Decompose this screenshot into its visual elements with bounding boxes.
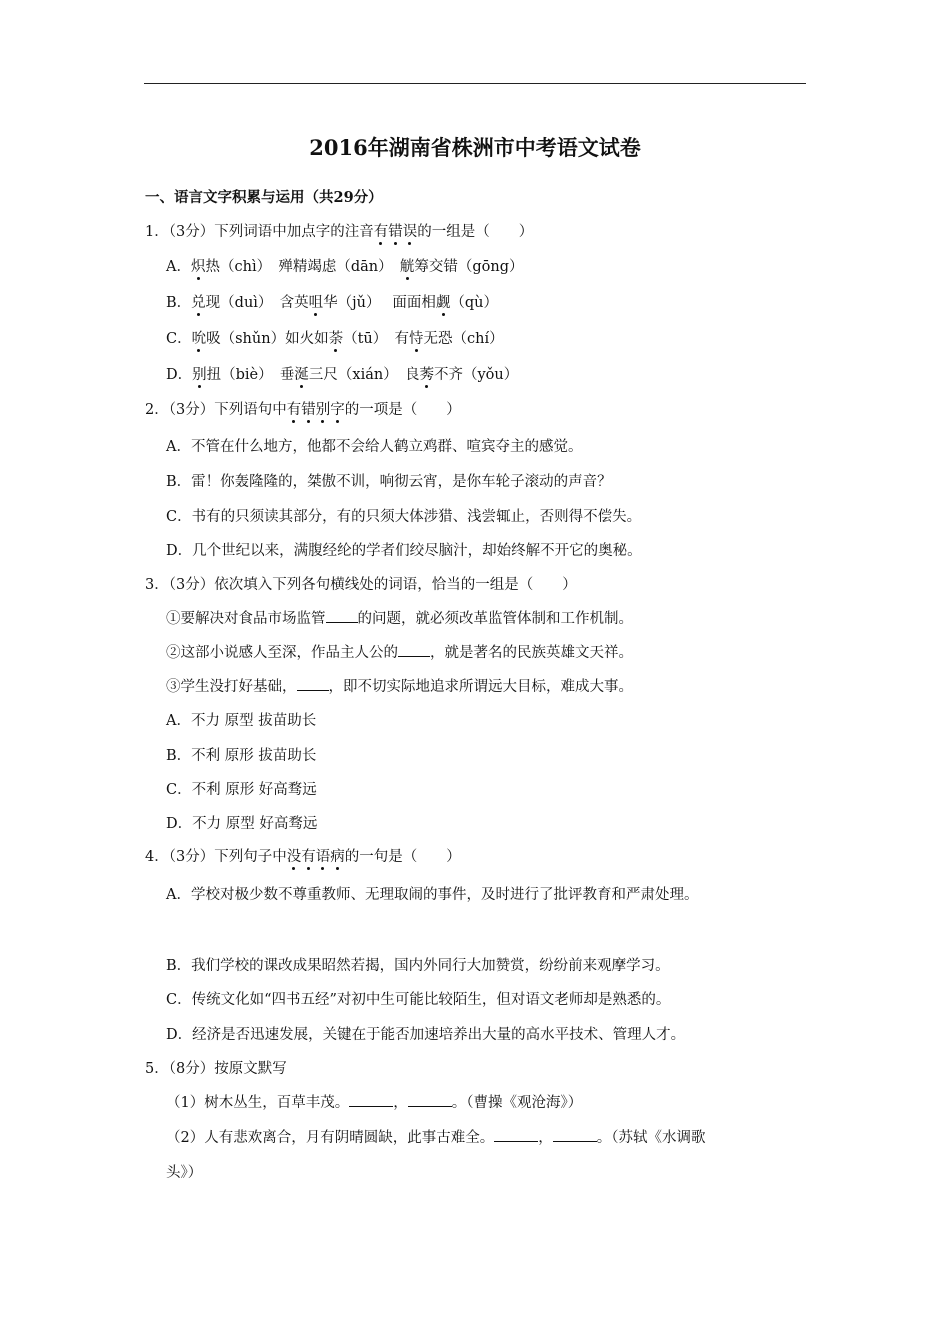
blank	[297, 676, 329, 691]
blank	[553, 1127, 597, 1142]
header-rule	[144, 83, 806, 84]
blank	[398, 642, 430, 657]
page-title: 2016年湖南省株洲市中考语文试卷	[309, 135, 641, 160]
q4-option-d: D．经济是否迅速发展，关键在于能否加速培养出大量的高水平技术、管理人才。	[166, 1027, 686, 1043]
q1-option-a: A．炽热（chì） 殚精竭虑（dān） 觥筹交错（gōng）	[166, 259, 524, 275]
question-5: 5．（8分）按原文默写	[145, 1061, 287, 1077]
section-heading: 一、语言文字积累与运用（共29分）	[145, 189, 383, 206]
q5-line-1: （1）树木丛生，百草丰茂。 ， 。（曹操《观沧海》）	[166, 1092, 582, 1114]
q3-option-a: A．不力 原型 拔苗助长	[166, 713, 317, 729]
question-3: 3．（3分）依次填入下列各句横线处的词语，恰当的一组是（ ）	[145, 577, 577, 593]
question-2: 2．（3分）下列语句中有错别字的一项是（ ）	[145, 402, 461, 418]
blank	[349, 1092, 393, 1107]
q4-option-c: C．传统文化如“四书五经”对初中生可能比较陌生，但对语文老师却是熟悉的。	[166, 992, 671, 1008]
q3-option-d: D．不力 原型 好高骛远	[166, 816, 318, 832]
q3-sentence-1: ①要解决对食品市场监管 的问题，就必须改革监管体制和工作机制。	[166, 608, 633, 630]
q4-option-a: A．学校对极少数不尊重教师、无理取闹的事件，及时进行了批评教育和严肃处理。	[166, 887, 699, 903]
q1-option-b: B．兑现（duì） 含英咀华（jǔ） 面面相觑（qù）	[166, 295, 498, 311]
q3-option-b: B．不利 原形 拔苗助长	[166, 748, 317, 764]
q2-option-a: A．不管在什么地方，他都不会给人鹤立鸡群、喧宾夺主的感觉。	[166, 439, 583, 455]
blank	[494, 1127, 538, 1142]
question-1: 1．（3分）下列词语中加点字的注音有错误的一组是（ ）	[145, 224, 534, 240]
q3-sentence-3: ③学生没打好基础， ，即不切实际地追求所谓远大目标，难成大事。	[166, 676, 633, 698]
question-4: 4．（3分）下列句子中没有语病的一句是（ ）	[145, 849, 461, 865]
blank	[326, 608, 358, 623]
q1-option-c: C．吮吸（shǔn）如火如荼（tū） 有恃无恐（chí）	[166, 331, 504, 347]
q4-option-b: B．我们学校的课改成果昭然若揭，国内外同行大加赞赏，纷纷前来观摩学习。	[166, 958, 670, 974]
q3-sentence-2: ②这部小说感人至深，作品主人公的 ，就是著名的民族英雄文天祥。	[166, 642, 633, 664]
q5-line-2: （2）人有悲欢离合，月有阴晴圆缺，此事古难全。 ， 。（苏轼《水调歌	[166, 1127, 705, 1149]
q5-line-2-continued: 头》）	[166, 1165, 203, 1181]
q3-option-c: C．不利 原形 好高骛远	[166, 782, 317, 798]
blank	[408, 1092, 452, 1107]
q2-option-d: D．几个世纪以来，满腹经纶的学者们绞尽脑汁，却始终解不开它的奥秘。	[166, 543, 642, 559]
q2-option-c: C．书有的只须读其部分，有的只须大体涉猎、浅尝辄止，否则得不偿失。	[166, 509, 642, 525]
q2-option-b: B．雷！你轰隆隆的，桀傲不训，响彻云宵，是你车轮子滚动的声音？	[166, 474, 612, 490]
q1-option-d: D．别扭（biè） 垂涎三尺（xián） 良莠不齐（yǒu）	[166, 367, 519, 383]
